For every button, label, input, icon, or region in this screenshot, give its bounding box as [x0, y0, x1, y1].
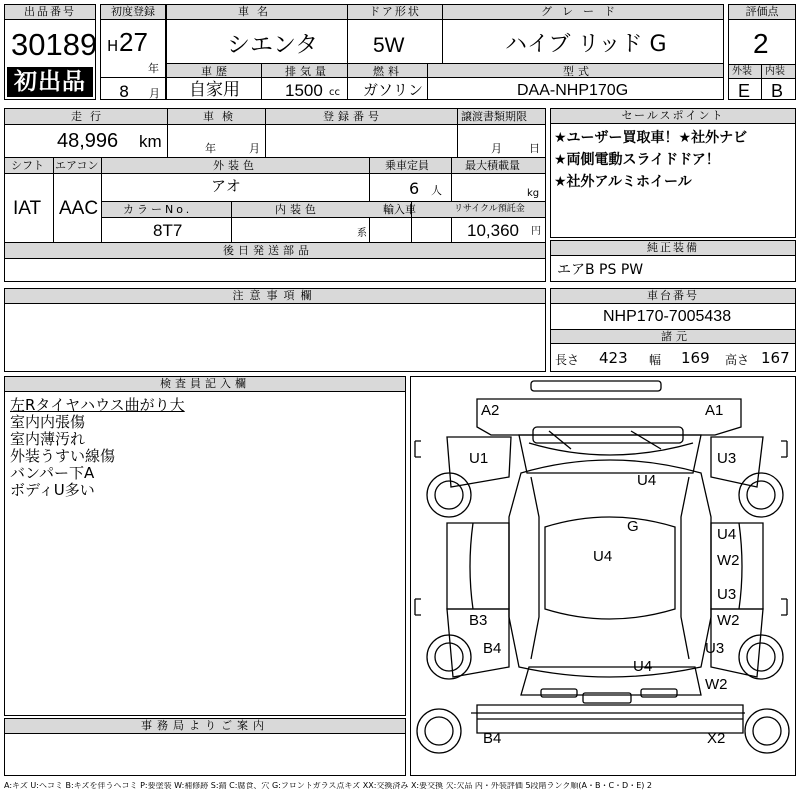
year-unit: 年: [148, 62, 159, 75]
exterior-label: 外装: [732, 66, 752, 77]
door-type: 5W: [373, 34, 405, 57]
score-box: [728, 4, 796, 100]
capacity-unit: 人: [431, 184, 442, 197]
damage-u1: U1: [469, 450, 489, 467]
damage-a2: A2: [481, 402, 500, 419]
sales-point-3: ★社外アルミホイール: [554, 174, 692, 190]
inspection-month-unit: 月: [249, 142, 260, 155]
damage-a1: A1: [705, 402, 724, 419]
damage-b3: B3: [469, 612, 488, 629]
width-label: 幅: [649, 353, 662, 367]
first-reg-year: 27: [119, 27, 148, 57]
first-reg-month: 8: [119, 82, 130, 101]
car-name: シエンタ: [227, 32, 319, 58]
exterior-grade: E: [738, 81, 751, 101]
later-parts-label: 後日発送部品: [223, 244, 313, 257]
shift-label: シフト: [11, 159, 44, 172]
chassis-number: NHP170-7005438: [603, 308, 732, 325]
notes-box: [4, 288, 546, 372]
load-unit: kg: [527, 188, 540, 199]
displacement-label: 排気量: [285, 65, 330, 78]
recycle-unit: 円: [531, 226, 541, 237]
damage-w2-c: W2: [705, 676, 728, 693]
ext-color-label: 外装色: [213, 159, 258, 172]
first-reg-label: 初度登録: [101, 5, 165, 20]
import-label: 輸入車: [383, 203, 416, 216]
inspector-note-1: 左Rタイヤハウス曲がり大: [10, 396, 185, 414]
dims-label: 諸元: [661, 330, 691, 343]
aircon: AAC: [59, 198, 99, 219]
first-reg-box: [100, 4, 166, 100]
mileage-unit: km: [139, 132, 162, 151]
transfer-month-unit: 月: [491, 142, 502, 155]
interior-label: 内装: [765, 66, 785, 77]
score-value: 2: [753, 28, 769, 59]
legend: A:キズ U:ヘコミ B:キズを伴うヘコミ P:要塗装 W:補修跡 S:錆 C:腐食、穴 G:フロントガラス点キズ XX:交換済み X:要交換 欠:欠品 内・外装評価 5段階ランク順(A・B・C・D・E) 2: [4, 782, 653, 790]
sales-point-1: ★ユーザー買取車！★社外ナビ: [554, 130, 748, 146]
capacity: 6: [409, 179, 420, 198]
aircon-label: エアコン: [55, 159, 99, 172]
model: DAA-NHP170G: [517, 82, 629, 99]
damage-b4-bottom: B4: [483, 730, 502, 747]
mileage: 48,996: [57, 130, 119, 152]
sales-points-box: [550, 108, 796, 238]
capacity-label: 乗車定員: [385, 159, 429, 172]
recycle: 10,360: [467, 221, 519, 240]
inspector-note-2: 室内内張傷: [10, 413, 86, 431]
height-label: 高さ: [725, 353, 750, 367]
vehicle-header-box: [166, 4, 724, 100]
fuel: ガソリン: [363, 81, 424, 99]
chassis-box: [550, 288, 796, 372]
color-no-label: カラーNo.: [123, 203, 193, 216]
width-value: 169: [681, 349, 710, 367]
damage-u4-right: U4: [717, 526, 737, 543]
score-label: 評価点: [729, 5, 795, 20]
mileage-label: 走行: [71, 110, 109, 123]
damage-w2-a: W2: [717, 552, 740, 569]
inspector-label: 検査員記入欄: [5, 377, 405, 392]
interior-grade: B: [771, 81, 784, 101]
inspector-notes: [10, 397, 185, 499]
inspector-note-3: 室内薄汚れ: [10, 430, 86, 448]
damage-u4-hood: U4: [637, 472, 657, 489]
transfer-day-unit: 日: [529, 142, 540, 155]
inspection-year-unit: 年: [205, 142, 216, 155]
ext-color: アオ: [211, 177, 241, 195]
inspection-label: 車検: [203, 110, 241, 123]
history-label: 車歴: [201, 65, 231, 78]
car-diagram: [410, 376, 796, 776]
grade: ハイブ リッド G: [505, 32, 667, 57]
damage-w2-b: W2: [717, 612, 740, 629]
car-outline: [411, 377, 795, 775]
history: 自家用: [189, 80, 240, 100]
sales-points-label: セールスポイント: [551, 109, 795, 124]
color-no: 8T7: [153, 221, 183, 240]
model-label: 型式: [563, 65, 593, 78]
equipment-label: 純正装備: [551, 241, 795, 256]
damage-u3-top: U3: [717, 450, 737, 467]
damage-u4-rear: U4: [633, 658, 653, 675]
damage-u3-rear: U3: [705, 640, 725, 657]
chassis-label: 車台番号: [551, 289, 795, 304]
office-label: 事務局よりご案内: [5, 719, 405, 734]
damage-g: G: [627, 518, 639, 535]
door-label: ドア形状: [348, 5, 442, 20]
transfer-label: 譲渡書類期限: [461, 110, 527, 123]
int-color-unit: 系: [357, 228, 367, 239]
damage-u3-right: U3: [717, 586, 737, 603]
damage-x2: X2: [707, 730, 726, 747]
month-unit: 月: [149, 87, 160, 100]
length-label: 長さ: [555, 353, 580, 367]
lot-box: [4, 4, 96, 100]
lot-label: 出品番号: [5, 5, 95, 20]
inspector-note-4: 外装うすい線傷: [10, 447, 116, 465]
equipment-box: [550, 240, 796, 282]
sales-point-2: ★両側電動スライドドア！: [554, 152, 720, 168]
reg-no-label: 登録番号: [323, 110, 383, 123]
details-box: [4, 108, 546, 282]
car-name-label: 車名: [167, 5, 347, 20]
office-box: [4, 718, 406, 776]
notes-label: 注意事項欄: [5, 289, 545, 304]
height-value: 167: [761, 349, 790, 367]
fuel-label: 燃料: [373, 65, 403, 78]
equipment-value: エアB PS PW: [557, 262, 644, 278]
int-color-label: 内装色: [275, 203, 320, 216]
load-label: 最大積載量: [465, 159, 520, 172]
inspector-box: [4, 376, 406, 716]
damage-u4-center: U4: [593, 548, 613, 565]
displacement-unit: cc: [329, 87, 340, 98]
lot-number: 30189: [11, 27, 98, 62]
recycle-label: リサイクル預託金: [454, 204, 525, 214]
inspector-note-6: ボディU多い: [10, 481, 95, 499]
shift: IAT: [13, 198, 42, 219]
inspector-note-5: バンパー下A: [10, 464, 95, 482]
displacement: 1500: [285, 81, 323, 100]
first-listing-badge: 初出品: [7, 67, 93, 97]
era: H: [107, 37, 119, 55]
damage-b4-left: B4: [483, 640, 502, 657]
length-value: 423: [599, 349, 628, 367]
grade-label: グレード: [443, 5, 723, 20]
